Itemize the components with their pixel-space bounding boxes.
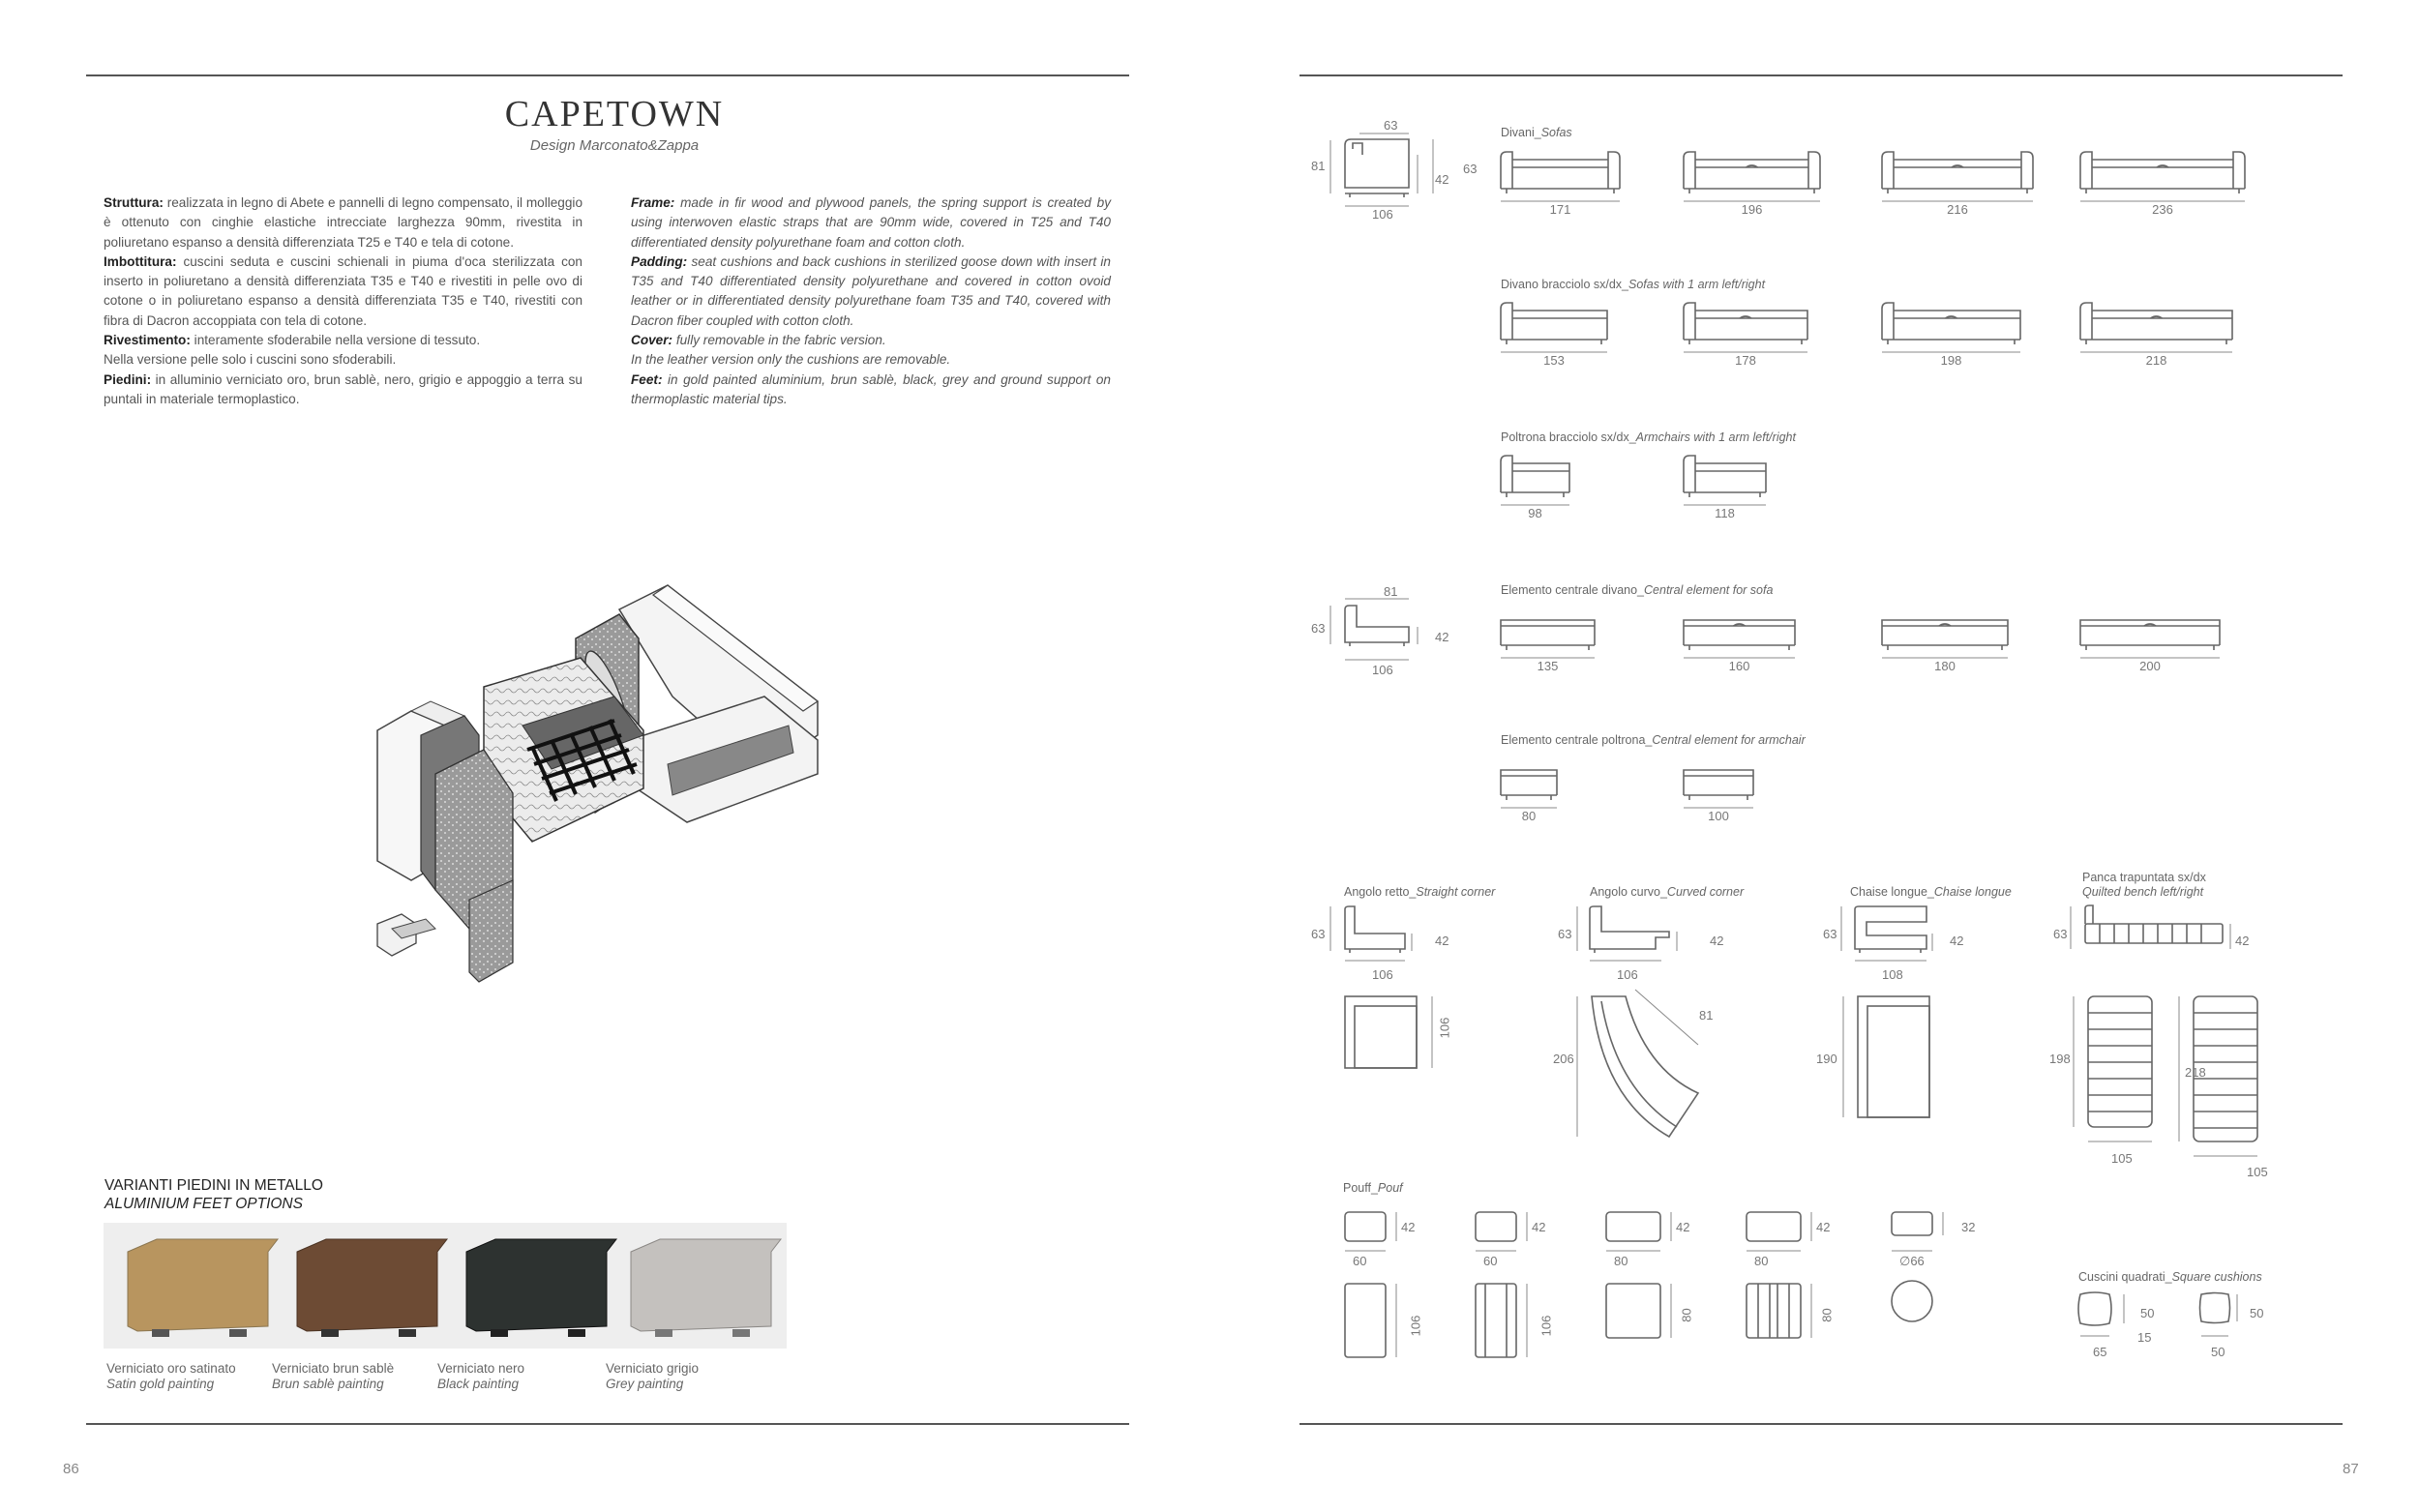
rivestimento-label: Rivestimento:	[104, 333, 191, 348]
page-title: CAPETOWN	[504, 94, 725, 134]
feet-label: Feet:	[631, 371, 663, 387]
armchairs-caption: Poltrona bracciolo sx/dx_Armchairs with 1 arm left/right	[1501, 430, 1796, 444]
curved-corner-seat: 42	[1710, 934, 1724, 948]
bench-plan-a-w: 105	[2111, 1151, 2133, 1166]
central-sofa-front-160-width: 160	[1728, 659, 1750, 673]
feet-section-title	[105, 1176, 323, 1213]
cushion-b-h: 50	[2250, 1306, 2264, 1320]
central-sofa-caption: Elemento centrale divano_Central element for sofa	[1501, 583, 1774, 597]
sofa-front-236-width: 236	[2152, 202, 2173, 217]
frame-label: Frame:	[631, 195, 675, 210]
pouf-4-height: 42	[1816, 1220, 1831, 1234]
sofa-1arm-front-178-width: 178	[1735, 353, 1756, 368]
designer-subtitle: Design Marconato&Zappa	[529, 137, 700, 154]
page-number-left: 86	[63, 1461, 79, 1477]
cushion-a-h: 50	[2140, 1306, 2155, 1320]
central-sofa-front-135-width: 135	[1537, 659, 1559, 673]
bench-h: 63	[2053, 927, 2068, 941]
cushion-a-d: 15	[2137, 1330, 2152, 1345]
pouf-3-height: 42	[1676, 1220, 1690, 1234]
bench-plan-a: 198	[2049, 1052, 2071, 1066]
struttura-label: Struttura:	[104, 195, 164, 210]
central-side-height: 63	[1311, 621, 1326, 636]
padding-text: seat cushions and back cushions in sterilized goose down with insert in T35 and T40 differentiated density polyurethane and covered in cotton ovoid leather or in differentiated density polyurethane foam T35 and T40, covered with Dacron fiber coupled with cotton cloth.	[631, 253, 1111, 328]
curved-corner-h: 63	[1558, 927, 1572, 941]
feet-caption-grey: Verniciato grigio Grey painting	[606, 1361, 700, 1391]
central-side-seat: 42	[1435, 630, 1449, 644]
sofa-side-height: 81	[1311, 159, 1326, 173]
cushion-a-w: 65	[2093, 1345, 2107, 1359]
page-number-right: 87	[2343, 1461, 2359, 1477]
central-armchair-front-100-width: 100	[1708, 809, 1729, 823]
sofas-caption: Divani_Sofas	[1501, 126, 1572, 139]
piedini-label: Piedini:	[104, 371, 152, 387]
feet-caption-brun: Verniciato brun sablè Brun sablè painting	[272, 1361, 395, 1391]
chaise-plan: 190	[1816, 1052, 1837, 1066]
pouf-5-width: ∅66	[1899, 1254, 1925, 1268]
feet-title-en: ALUMINIUM FEET OPTIONS	[105, 1196, 303, 1212]
straight-corner-h: 63	[1311, 927, 1326, 941]
straight-corner-d: 106	[1372, 967, 1393, 982]
curved-corner-plan-b: 81	[1699, 1008, 1714, 1023]
cover-text: fully removable in the fabric version.	[672, 333, 886, 348]
pouf-caption: Pouff_Pouf	[1343, 1181, 1403, 1195]
corners-drawings	[1311, 904, 2279, 1180]
sofa-front-171-width: 171	[1549, 202, 1571, 217]
central-armchair-front-80-width: 80	[1521, 809, 1537, 823]
feet-caption-black: Verniciato nero Black painting	[437, 1361, 525, 1391]
sofa-side-arm: 63	[1463, 162, 1478, 176]
pouf-2-plan: 106	[1538, 1315, 1554, 1337]
pouf-drawings	[1340, 1204, 1969, 1369]
italian-description	[104, 193, 582, 409]
feet-caption-gold: Verniciato oro satinato Satin gold painting	[106, 1361, 236, 1391]
bottom-rule-right	[1299, 1423, 2343, 1425]
imbottitura-label: Imbottitura:	[104, 253, 177, 269]
sofa-side-depth: 106	[1372, 207, 1393, 222]
struttura-text: realizzata in legno di Abete e pannelli di legno compensato, il molleggio è ottenuto con cinghie elastiche intrecciate larghezza 90mm, rivestita in poliuretano espanso a densità differenziata T25 e T40 e tela di cotone.	[104, 195, 582, 250]
sofa-side-seat: 42	[1435, 172, 1449, 187]
gold-foot-image	[113, 1234, 278, 1341]
pouf-3-plan: 80	[1679, 1308, 1694, 1322]
imbottitura-text: cuscini seduta e cuscini schienali in piuma d'oca sterilizzata con inserto in poliuretano a densità differenziata T35 e T40 e rivestiti in pelle ovo di cotone o in poliuretano espanso a densità differenziata T35 e T40, rivestiti con fibra di Dacron accoppiata con tela di cotone.	[104, 253, 582, 328]
bench-plan-b: 218	[2185, 1065, 2206, 1080]
top-rule-left	[86, 74, 1129, 76]
pouf-1-plan: 106	[1408, 1315, 1423, 1337]
pouf-2-height: 42	[1532, 1220, 1546, 1234]
curved-corner-d: 106	[1617, 967, 1638, 982]
armchair-front-98-width: 98	[1528, 506, 1542, 520]
pelle-text: Nella versione pelle solo i cuscini sono sfoderabili.	[104, 352, 397, 368]
chaise-h: 63	[1823, 927, 1837, 941]
black-foot-image	[452, 1234, 616, 1341]
cover-label: Cover:	[631, 333, 673, 348]
central-sofa-front-180-width: 180	[1934, 659, 1956, 673]
curved-corner-caption: Angolo curvo_Curved corner	[1590, 885, 1745, 899]
bench-seat: 42	[2235, 934, 2250, 948]
chaise-seat: 42	[1950, 934, 1964, 948]
sofa-1arm-front-153-width: 153	[1543, 353, 1565, 368]
pouf-3-width: 80	[1614, 1254, 1628, 1268]
sofa-front-196-width: 196	[1741, 202, 1763, 217]
padding-label: Padding:	[631, 253, 688, 269]
bench-plan-b-w: 105	[2247, 1165, 2268, 1179]
central-side-depth: 106	[1372, 663, 1393, 677]
cushion-b-w: 50	[2211, 1345, 2225, 1359]
feet-photo-strip	[104, 1223, 787, 1349]
central-side-top: 81	[1384, 584, 1398, 599]
brun-foot-image	[283, 1234, 447, 1341]
bench-caption: Panca trapuntata sx/dx Quilted bench left/right	[2082, 871, 2206, 899]
pouf-2-width: 60	[1483, 1254, 1498, 1268]
pouf-1-width: 60	[1353, 1254, 1367, 1268]
feet-text: in gold painted aluminium, brun sablè, black, grey and ground support on thermoplastic material tips.	[631, 371, 1111, 406]
exploded-sofa-illustration	[377, 580, 832, 987]
central-side-view	[1311, 590, 1495, 687]
leather-text: In the leather version only the cushions are removable.	[631, 352, 951, 368]
chaise-d: 108	[1882, 967, 1903, 982]
sofas-1arm-caption: Divano bracciolo sx/dx_Sofas with 1 arm left/right	[1501, 278, 1766, 291]
bottom-rule-left	[86, 1423, 1129, 1425]
grey-foot-image	[616, 1234, 781, 1341]
english-description	[631, 193, 1111, 409]
straight-corner-plan: 106	[1437, 1017, 1452, 1039]
curved-corner-plan-a: 206	[1553, 1052, 1574, 1066]
sofa-front-216-width: 216	[1947, 202, 1968, 217]
top-rule-right	[1299, 74, 2343, 76]
pouf-1-height: 42	[1401, 1220, 1416, 1234]
straight-corner-seat: 42	[1435, 934, 1449, 948]
sofa-1arm-front-198-width: 198	[1940, 353, 1962, 368]
rivestimento-text: interamente sfoderabile nella versione di tessuto.	[190, 333, 481, 348]
armchair-front-118-width: 118	[1715, 506, 1735, 520]
straight-corner-caption: Angolo retto_Straight corner	[1344, 885, 1496, 899]
central-armchair-caption: Elemento centrale poltrona_Central element for armchair	[1501, 733, 1806, 747]
pouf-4-width: 80	[1754, 1254, 1769, 1268]
feet-title-it: VARIANTI PIEDINI IN METALLO	[105, 1177, 323, 1194]
frame-text: made in fir wood and plywood panels, the spring support is created by using interwoven elastic straps that are 90mm wide, covered in T25 and T40 differentiated density polyurethane foam and cotton cloth.	[631, 195, 1111, 250]
piedini-text: in alluminio verniciato oro, brun sablè, nero, grigio e appoggio a terra su puntali in materiale termoplastico.	[104, 371, 582, 406]
pouf-5-height: 32	[1961, 1220, 1976, 1234]
sofa-side-top: 63	[1384, 118, 1398, 133]
chaise-caption: Chaise longue_Chaise longue	[1850, 885, 2012, 899]
central-sofa-front-200-width: 200	[2139, 659, 2161, 673]
cushions-caption: Cuscini quadrati_Square cushions	[2078, 1270, 2262, 1284]
pouf-4-plan: 80	[1819, 1308, 1835, 1322]
sofa-1arm-front-218-width: 218	[2145, 353, 2167, 368]
